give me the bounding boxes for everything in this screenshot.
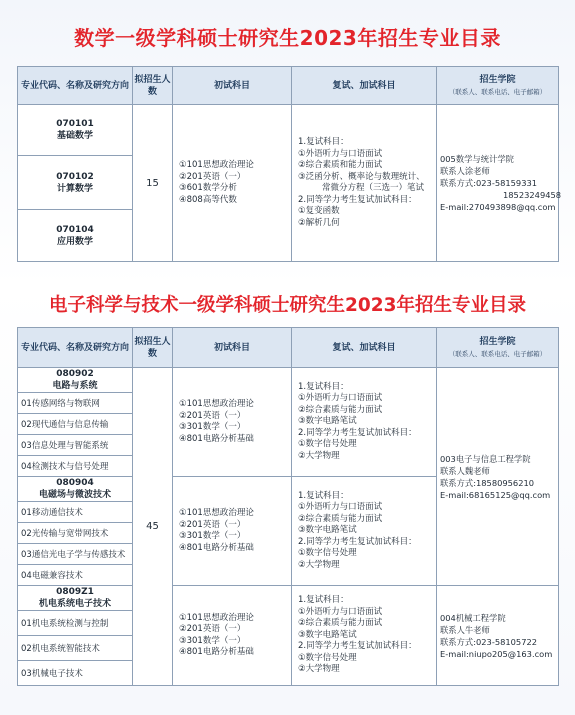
initial-item: ①101思想政治理论: [179, 160, 254, 170]
college-contact: [437, 105, 562, 262]
header-college: [437, 67, 559, 105]
electronics-catalog-table: [17, 327, 559, 686]
research-direction: 01传感网络与物联网: [18, 393, 133, 414]
header-enroll: 拟招生人数: [133, 328, 173, 368]
retest-item: ②大学物理: [298, 664, 340, 675]
research-direction: 01机电系统检测与控制: [18, 611, 133, 636]
retest-item: ③数字电路笔试: [298, 416, 357, 427]
initial-item: ①101思想政治理论: [179, 508, 254, 518]
research-direction: 03信息处理与智能系统: [18, 435, 133, 456]
table-header-row: [18, 67, 559, 105]
research-direction: 03通信光电子学与传感技术: [18, 544, 133, 565]
initial-item: ②201英语（一）: [179, 171, 246, 182]
initial-subjects: [173, 105, 292, 262]
retest-item: ②大学物理: [298, 450, 340, 461]
retest-item: ①外语听力与口语面试: [298, 393, 383, 404]
retest-item: ③数字电路笔试: [298, 525, 357, 536]
initial-item: ③601数学分析: [179, 183, 237, 193]
retest-item: ①复变函数: [298, 206, 340, 216]
initial-item: ②201英语（一）: [179, 410, 246, 421]
research-direction: 03机械电子技术: [18, 661, 133, 686]
header-initial: 初试科目: [173, 328, 292, 368]
initial-item: ④801电路分析基础: [179, 542, 254, 553]
initial-subjects: [173, 477, 292, 586]
table-row: [18, 586, 559, 611]
table-row: [18, 368, 559, 393]
research-direction: 02光传输与宽带网技术: [18, 523, 133, 544]
major-code: 070102: [56, 171, 94, 182]
research-direction: 02现代通信与信息传输: [18, 414, 133, 435]
major-code: 070101: [56, 119, 94, 129]
retest-item: 2.同等学力考生复试加试科目：: [298, 427, 417, 438]
major-name: 计算数学: [56, 183, 93, 194]
initial-item: ④801电路分析基础: [179, 433, 254, 444]
header-college: [437, 328, 559, 368]
math-catalog-table: [17, 66, 562, 262]
contact-line: E-mail:68165125@qq.com: [440, 489, 551, 500]
retest-subjects: [292, 105, 437, 262]
research-direction: 04检测技术与信号处理: [18, 456, 133, 477]
contact-line: 联系方式:023-58159331: [440, 178, 538, 188]
header-retest: 复试、加试科目: [292, 67, 437, 105]
retest-item: ②解析几何: [298, 217, 340, 228]
header-college-title: 招生学院: [479, 74, 516, 85]
initial-item: ③301数学（一）: [179, 635, 246, 646]
header-college-sub: （联系人、联系电话、电子邮箱）: [448, 87, 547, 96]
retest-subjects: [292, 368, 437, 477]
major-code: 080902: [56, 369, 94, 379]
table-row: [18, 105, 559, 156]
college-contact: [437, 586, 559, 686]
retest-item: ①外语听力与口语面试: [298, 502, 383, 513]
retest-item: 常微分方程（三选一）笔试: [322, 183, 425, 193]
header-major: 专业代码、名称及研究方向: [18, 328, 133, 368]
initial-subjects: [173, 368, 292, 477]
contact-line: 004机械工程学院: [440, 612, 506, 623]
initial-item: ①101思想政治理论: [179, 399, 254, 409]
retest-item: ②综合素质与能力面试: [298, 618, 383, 629]
retest-item: ①数字信号处理: [298, 548, 357, 559]
initial-item: ④808高等代数: [179, 194, 237, 205]
retest-subjects: [292, 477, 437, 586]
major-cell: [18, 105, 133, 156]
retest-item: ①外语听力与口语面试: [298, 606, 383, 617]
contact-line: 005数学与统计学院: [440, 154, 514, 164]
math-catalog-title: 数学一级学科硕士研究生2023年招生专业目录: [74, 26, 501, 50]
research-direction: 01移动通信技术: [18, 502, 133, 523]
contact-line: E-mail:270493898@qq.com: [440, 202, 556, 212]
table-header-row: [18, 328, 559, 368]
major-name: 电磁场与微波技术: [38, 490, 111, 500]
enroll-count: 15: [133, 105, 173, 262]
major-cell: [18, 156, 133, 210]
retest-item: ①数字信号处理: [298, 439, 357, 450]
contact-line: 联系方式:023-58105722: [440, 636, 538, 647]
initial-item: ③301数学（一）: [179, 422, 246, 432]
major-name: 机电系统电子技术: [38, 599, 111, 609]
initial-item: ②201英语（一）: [179, 519, 246, 530]
initial-item: ③301数学（一）: [179, 531, 246, 541]
retest-item: 1.复试科目：: [298, 381, 349, 392]
contact-line: E-mail:niupo205@163.com: [440, 648, 553, 659]
retest-item: 1.复试科目：: [298, 137, 349, 147]
header-college-sub: （联系人、联系电话、电子邮箱）: [448, 349, 547, 358]
major-code: 0809Z1: [56, 587, 94, 597]
initial-subjects: [173, 586, 292, 686]
header-retest: 复试、加试科目: [292, 328, 437, 368]
initial-item: ①101思想政治理论: [179, 612, 254, 623]
retest-item: ③泛函分析、概率论与数理统计、: [298, 171, 425, 182]
electronics-catalog-title: 电子科学与技术一级学科硕士研究生2023年招生专业目录: [49, 295, 526, 316]
major-name: 电路与系统: [52, 381, 98, 391]
initial-item: ④801电路分析基础: [179, 647, 254, 657]
major-code: 080904: [56, 478, 94, 488]
contact-line: 联系人涂老师: [440, 166, 490, 176]
retest-item: ②综合素质和能力面试: [298, 160, 383, 170]
major-name: 基础数学: [56, 131, 93, 141]
retest-item: ①数字信号处理: [298, 652, 357, 663]
header-enroll: 拟招生人数: [133, 67, 173, 105]
contact-line: 003电子与信息工程学院: [440, 453, 531, 464]
retest-subjects: [292, 586, 437, 686]
retest-item: 2.同等学力考生复试加试科目：: [298, 536, 417, 547]
initial-item: ②201英语（一）: [179, 624, 246, 634]
contact-line: 联系方式:18580956210: [440, 477, 535, 488]
retest-item: 1.复试科目：: [298, 595, 349, 606]
major-name: 应用数学: [56, 236, 93, 247]
research-direction: 02机电系统智能技术: [18, 636, 133, 661]
contact-line: 18523249458: [503, 190, 562, 200]
retest-item: ②大学物理: [298, 559, 340, 570]
major-code: 070104: [56, 224, 94, 235]
research-direction: 04电磁兼容技术: [18, 565, 133, 586]
retest-item: ③数字电路笔试: [298, 629, 357, 640]
enroll-count: 45: [133, 368, 173, 686]
retest-item: 2.同等学力考生复试加试科目：: [298, 641, 417, 652]
retest-item: ②综合素质与能力面试: [298, 404, 383, 415]
retest-item: ①外语听力与口语面试: [298, 148, 383, 159]
header-college-title: 招生学院: [479, 336, 516, 347]
contact-line: 联系人牛老师: [440, 624, 490, 635]
major-cell: [18, 210, 133, 262]
header-initial: 初试科目: [173, 67, 292, 105]
retest-item: ②综合素质与能力面试: [298, 513, 383, 524]
major-cell: [18, 477, 133, 502]
contact-line: 联系人魏老师: [440, 465, 490, 476]
header-major: 专业代码、名称及研究方向: [18, 67, 133, 105]
retest-item: 1.复试科目：: [298, 490, 349, 501]
retest-item: 2.同等学力考生复试加试科目：: [298, 194, 417, 205]
major-cell: [18, 586, 133, 611]
college-contact: [437, 368, 559, 586]
major-cell: [18, 368, 133, 393]
